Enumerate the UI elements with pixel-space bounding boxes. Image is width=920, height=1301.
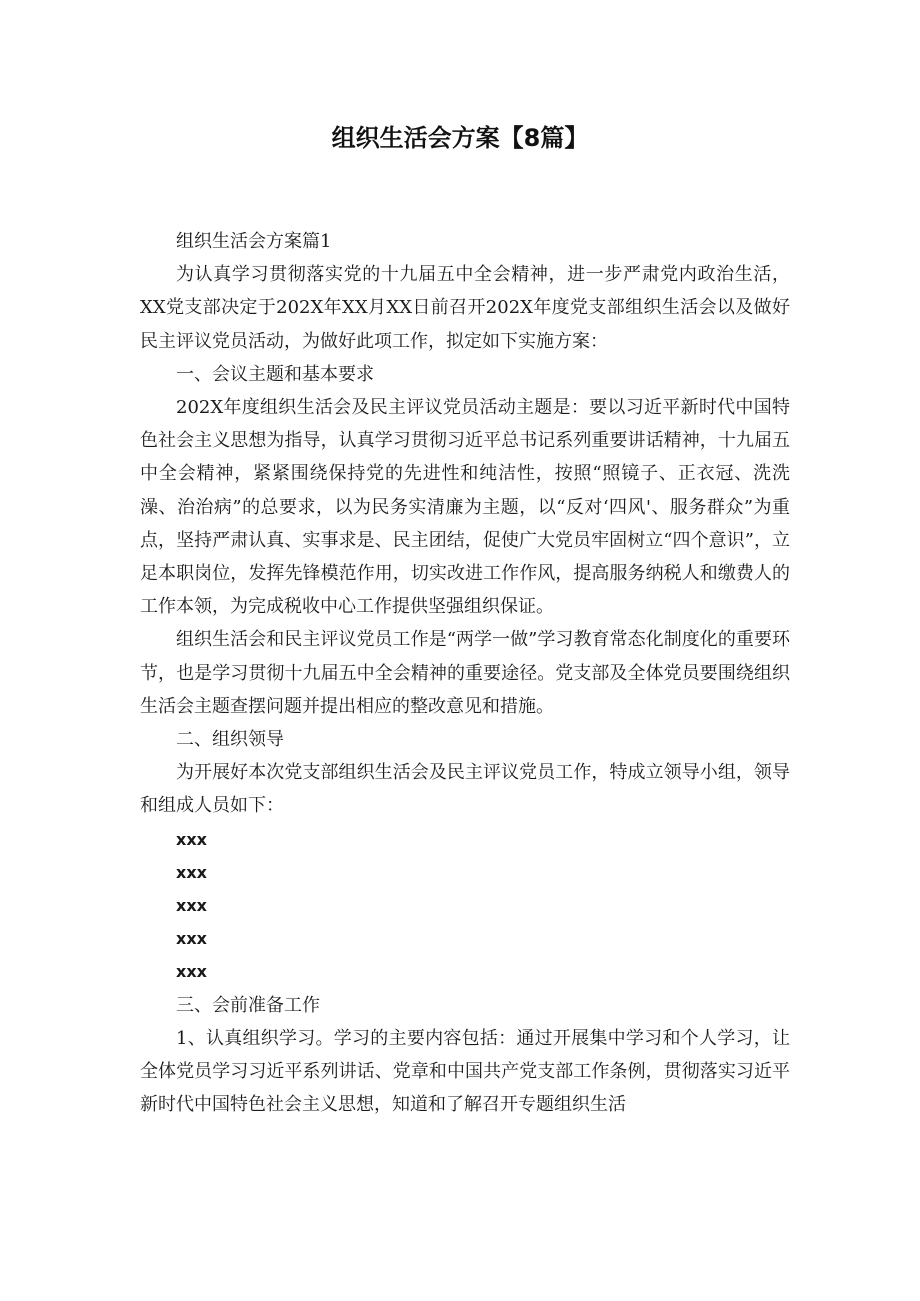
importance-paragraph: 组织生活会和民主评议党员工作是“两学一做”学习教育常态化制度化的重要环节，也是学习贯彻十九届五中全会精神的重要途径。党支部及全体党员要围绕组织生活会主题查摆问题并提出相应的整改意见和措施。 xyxy=(140,629,790,717)
heading-meeting-theme: 一、会议主题和基本要求 xyxy=(176,363,374,385)
theme-paragraph: 202X年度组织生活会及民主评议党员活动主题是：要以习近平新时代中国特色社会主义思想为指导，认真学习贯彻习近平总书记系列重要讲话精神，十九届五中全会精神，紧紧围绕保持党的先进性和纯洁性，按照“照镜子、正衣冠、洗洗澡、治治病”的总要求，以为民务实清廉为主题，以“反对‘四风'、服务群众”为重点，坚持严肃认真、实事求是、民主团结，促使广大党员牢固树立“四个意识”，立足本职岗位，发挥先锋模范作用，切实改进工作作风，提高服务纳税人和缴费人的工作本领，为完成税收中心工作提供坚强组织保证。 xyxy=(140,397,790,618)
member-list xyxy=(140,823,790,989)
document-body xyxy=(140,225,790,1121)
member-name: xxx xyxy=(176,862,207,882)
member-name: xxx xyxy=(176,829,207,849)
leadership-paragraph: 为开展好本次党支部组织生活会及民主评议党员工作，特成立领导小组，领导和组成人员如下： xyxy=(140,762,790,817)
heading-organization-leadership: 二、组织领导 xyxy=(176,729,284,751)
member-name: xxx xyxy=(176,896,207,916)
study-paragraph: 1、认真组织学习。学习的主要内容包括：通过开展集中学习和个人学习，让全体党员学习习近平系列讲话、党章和中国共产党支部工作条例，贯彻落实习近平新时代中国特色社会主义思想，知道和了解召开专题组织生活 xyxy=(140,1027,790,1116)
document-title: 组织生活会方案【8篇】 xyxy=(331,124,589,152)
member-name: xxx xyxy=(176,962,207,982)
heading-preparation: 三、会前准备工作 xyxy=(176,994,320,1016)
section-title: 组织生活会方案篇1 xyxy=(176,231,332,252)
member-name: xxx xyxy=(176,929,207,949)
intro-paragraph: 为认真学习贯彻落实党的十九届五中全会精神，进一步严肃党内政治生活，XX党支部决定于202X年XX月XX日前召开202X年度党支部组织生活会以及做好民主评议党员活动，为做好此项工作，拟定如下实施方案： xyxy=(140,264,790,352)
